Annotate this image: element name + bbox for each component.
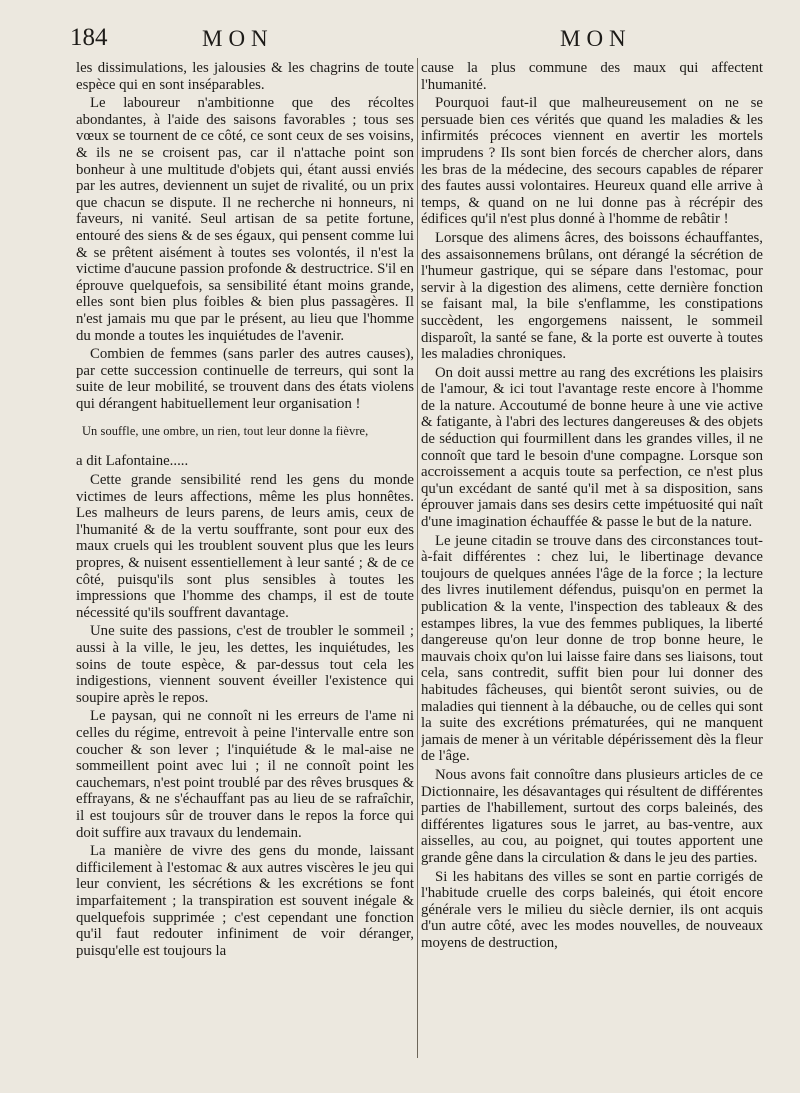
page-number: 184: [70, 24, 108, 51]
running-head-left: MON: [202, 26, 274, 51]
paragraph: cause la plus commune des maux qui affectent l'humanité.: [421, 60, 763, 93]
column-divider: [417, 58, 418, 1058]
paragraph: a dit Lafontaine.....: [76, 453, 189, 470]
paragraph: Combien de femmes (sans parler des autres causes), par cette succession continuelle de terreurs, qui sont la suite de leur mobilité, se trouvent dans des états violens qui dérangent habituellement leur organisation !: [76, 346, 414, 412]
page-header: [70, 24, 770, 54]
paragraph: Nous avons fait connoître dans plusieurs articles de ce Dictionnaire, les désavantages qui résultent de différentes parties de l'habillement, surtout des corps baleinés, des différentes ligatures sous le jarret, au bas-ventre, aux aisselles, au cou, au poignet, qui toutes apportent une grande gêne dans la circulation & dans le jeu des parties.: [421, 766, 763, 866]
left-column: [76, 60, 414, 1080]
paragraph: Une suite des passions, c'est de troubler le sommeil ; aussi à la ville, le jeu, les dettes, les inquiétudes, les soins de toute espèce, & par-dessus tout cela les indigestions, viennent souvent éveiller l'existence qui soupire après le repos.: [76, 623, 414, 706]
paragraph: Le laboureur n'ambitionne que des récoltes abondantes, à l'aide des saisons favorables ; tous ses vœux se tournent de ce côté, ce sont ceux de ses voisins, & ils ne se croisent pas, car il n'attache point son bonheur à une multitude d'objets qui, étant aussi enviés par les autres, deviennent un sujet de rivalité, ou un prix que chacun se dispute. Il ne recherche ni honneurs, ni faveurs, ni vanité. Seul artisan de sa petite fortune, entouré des siens & de ses égaux, qui pensent comme lui & se prêtent aisément à toutes ses volontés, il n'est la victime d'aucune passion profonde & destructrice. S'il en éprouve quelquefois, sa sensibilité étant moins grande, elles sont bien plus foibles & bien plus passagères. Il n'est jamais mu que par le présent, au lieu que l'homme du monde a toutes les inquiétudes de l'avenir.: [76, 95, 414, 344]
running-head-right: MON: [560, 26, 632, 51]
verse-quote: Un souffle, une ombre, un rien, tout leur donne la fièvre,: [82, 424, 369, 439]
paragraph: Lorsque des alimens âcres, des boissons échauffantes, des assaisonnemens brûlans, ont dérangé la sécrétion de l'humeur gastrique, qui se sépare dans l'estomac, pour servir à la digestion des alimens, cette dernière fonction se faisant mal, la bile s'enflamme, les constipations succèdent, les engorgemens naissent, le sommeil disparoît, la santé se fane, & la porte est ouverte à toutes les maladies chroniques.: [421, 229, 763, 363]
paragraph: Cette grande sensibilité rend les gens du monde victimes de leurs affections, même les plus honnêtes. Les malheurs de leurs parens, de leurs amis, ceux de l'humanité & de la vertu souffrante, sont pour eux des maux cruels qui les troublent souvent plus que les leurs propres, & nuisent essentiellement à leur santé ; & de ce côté, puisqu'ils sont plus sensibles à toutes les impressions que l'homme des champs, il est de toute nécessité qu'ils souffrent davantage.: [76, 472, 414, 621]
paragraph: Le jeune citadin se trouve dans des circonstances tout-à-fait différentes : chez lui, le libertinage devance toujours de quelques années l'âge de la force ; la lecture des livres inutilement défendus, puisqu'on en permet la publication & la vente, l'inspection des tableaux & des estampes libres, la vue des femmes publiques, la liberté dangereuse qu'on leur donne de trop bonne heure, le mauvais choix qu'on lui laisse faire dans ses liaisons, tout cela, sans contredit, suffit bien pour lui donner des habitudes fâcheuses, qui bientôt seront suivies, ou de maladies qui tiennent à la débauche, ou de celles qui sont la suite des excrétions prématurées, qui ne manquent jamais de mener à un véritable dépérissement dès la fleur de l'âge.: [421, 532, 763, 765]
paragraph: On doit aussi mettre au rang des excrétions les plaisirs de l'amour, & ici tout l'avantage reste encore à l'homme de la nature. Accoutumé de bonne heure à une vie active & fatigante, à l'abri des lectures dangereuses & des objets de séduction qui fourmillent dans les grandes villes, il ne connoît que tard le besoin d'une compagne. Lorsque son accroissement a acquis toute sa perfection, ce n'est plus qu'un excédant de santé qu'il met à sa disposition, sans éprouver jamais dans ses desirs cette impétuosité qui naît d'une imagination échauffée & passe le but de la nature.: [421, 364, 763, 531]
right-column: [421, 60, 763, 1080]
paragraph: La manière de vivre des gens du monde, laissant difficilement à l'estomac & aux autres viscères le jeu qui leur convient, les sécrétions & les excrétions se font imparfaitement ; la transpiration est souvent inégale & quelquefois supprimée ; c'est cependant une fonction qu'il faut redouter infiniment de voir déranger, puisqu'elle est toujours la: [76, 843, 414, 959]
paragraph: Le paysan, qui ne connoît ni les erreurs de l'ame ni celles du régime, entrevoit à peine l'intervalle entre son coucher & son lever ; l'inquiétude & le mal-aise ne sommeillent point avec lui ; il ne connoît point les cauchemars, n'est point troublé par des rêves brusques & effrayans, & ne s'échauffant pas au lieu de se rafraîchir, il est toujours sûr de trouver dans le repos la force qui doit suffire aux travaux du lendemain.: [76, 708, 414, 841]
paragraph: Si les habitans des villes se sont en partie corrigés de l'habitude cruelle des corps baleinés, qui étoit encore générale vers le milieu du siècle dernier, ils ont acquis d'un autre côté, avec les modes nouvelles, de nouveaux moyens de destruction,: [421, 868, 763, 951]
paragraph: Pourquoi faut-il que malheureusement on ne se persuade bien ces vérités que quand les maladies & les infirmités précoces viennent en avertir les mortels imprudens ? Ils sont bien forcés de chercher alors, dans les bras de la médecine, des secours capables de réparer des fautes aussi volontaires. Heureux quand elle arrive à temps, & quand on ne lui donne pas à récrépir des édifices qu'il n'est plus donné à l'homme de rebâtir !: [421, 95, 763, 228]
paragraph: les dissimulations, les jalousies & les chagrins de toute espèce qui en sont inséparables.: [76, 60, 414, 93]
